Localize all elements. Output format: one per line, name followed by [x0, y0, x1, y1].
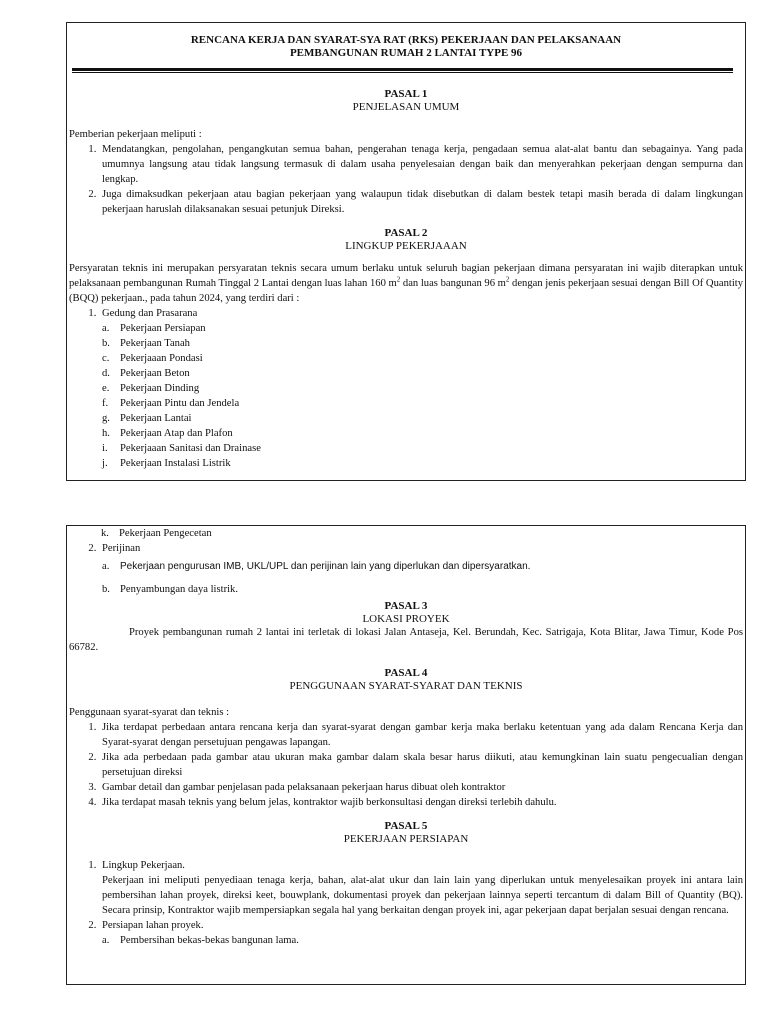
- pasal-2-list: [69, 306, 743, 471]
- sub-item: [102, 582, 743, 597]
- pasal-3-title: LOKASI PROYEK: [362, 612, 450, 625]
- sub-item-text: Pekerjaan Pintu dan Jendela: [120, 398, 240, 409]
- document-title-line-1: RENCANA KERJA DAN SYARAT-SYA RAT (RKS) PEKERJAAN DAN PELAKSANAAN: [190, 34, 622, 46]
- pasal-2-intro-b: dan luas bangunan 96 m: [400, 278, 506, 289]
- sub-item: [102, 559, 743, 574]
- pasal-4-intro: Penggunaan syarat-syarat dan teknis :: [69, 707, 230, 718]
- list-item: [99, 306, 743, 471]
- sub-item-text: Pekerjaaan Pondasi: [120, 353, 203, 364]
- sub-item: [102, 336, 743, 351]
- pasal-3-body: Proyek pembangunan rumah 2 lantai ini terletak di lokasi Jalan Antaseja, Kel. Berundah, Kec. Satrigaja, Kota Blitar, Jawa Timur, Kode Pos 66782.: [69, 627, 743, 653]
- list-item: 4. Jika terdapat masah teknis yang belum jelas, kontraktor wajib berkonsultasi dengan direksi terlebih dahulu.: [99, 795, 743, 810]
- sub-item-text: Pekerjaan pengurusan IMB, UKL/UPL dan perijinan lain yang diperlukan dan dipersyaratkan.: [120, 561, 531, 572]
- sub-item-text: Pekerjaan Atap dan Plafon: [120, 428, 233, 439]
- sub-item-text: Pekerjaan Pengecetan: [119, 528, 212, 539]
- sub-item-text: Pekerjaan Lantai: [120, 413, 192, 424]
- pasal-2-intro: [69, 261, 743, 306]
- sub-item-letter: k.: [101, 528, 109, 539]
- pasal-2-intro-a: Persyaratan teknis ini merupakan persyaratan teknis secara umum berlaku untuk seluruh bagian pekerjaan dimana persyaratan ini wajib diterapkan untuk pelaksanaan pembangunan Rumah Tinggal 2 Lantai dengan luas lahan 160 m: [69, 263, 743, 289]
- pasal-1-intro: Pemberian pekerjaan meliputi :: [69, 129, 202, 140]
- pasal-4-list: [69, 720, 743, 810]
- pasal-5-title: PEKERJAAN PERSIAPAN: [343, 832, 469, 845]
- pasal-2-list-continued: [69, 541, 743, 597]
- list-item: [99, 918, 743, 948]
- pasal-2-sublist: [102, 321, 743, 471]
- sub-item-letter: c.: [102, 353, 110, 364]
- sub-item: [102, 411, 743, 426]
- pasal-4-number: PASAL 4: [384, 667, 428, 679]
- sub-item-letter: h.: [102, 428, 110, 439]
- pasal-2-title: LINGKUP PEKERJAAAN: [345, 239, 467, 252]
- list-item-label: Lingkup Pekerjaan.: [102, 860, 185, 871]
- pasal-2-intro-c: dengan jenis pekerjaan sesuai dengan Bill Of Quantity (BQQ) pekerjaan., pada tahun 2024, yang terdiri dari :: [69, 278, 744, 304]
- sub-item: [102, 456, 743, 471]
- pasal-2-sublist-continued: [69, 526, 743, 541]
- superscript: 2: [505, 275, 510, 284]
- sub-item: [102, 321, 743, 336]
- list-item-label: Gedung dan Prasarana: [102, 308, 198, 319]
- sub-item: [102, 366, 743, 381]
- sub-item-text: Pekerjaan Dinding: [120, 383, 200, 394]
- sub-item-letter: a.: [102, 935, 110, 946]
- sub-item: [102, 381, 743, 396]
- list-item: 2. Juga dimaksudkan pekerjaan atau bagian pekerjaan yang walaupun tidak disebutkan di dalam bestek tetapi masih berada di dalam lingkungan pekerjaan haruslah dilaksanakan sesuai petunjuk Direksi.: [99, 187, 743, 217]
- sub-item: [102, 933, 743, 948]
- list-item-label: Persiapan lahan proyek.: [102, 920, 204, 931]
- sub-item: [102, 396, 743, 411]
- sub-item-letter: d.: [102, 368, 110, 379]
- pasal-4-title: PENGGUNAAN SYARAT-SYARAT DAN TEKNIS: [289, 679, 523, 692]
- sub-item-text: Pembersihan bekas-bekas bangunan lama.: [120, 935, 299, 946]
- document-title-line-2: PEMBANGUNAN RUMAH 2 LANTAI TYPE 96: [289, 46, 523, 59]
- list-item: 1. Jika terdapat perbedaan antara rencana kerja dan syarat-syarat dengan gambar kerja maka berlaku ketentuan yang ada dalam Rencana Kerja dan Syarat-syarat dengan persetujuan pengawas lapangan.: [99, 720, 743, 750]
- pasal-5-sublist: [102, 933, 743, 948]
- pasal-2-number: PASAL 2: [384, 227, 428, 239]
- perijinan-sublist: [102, 559, 743, 597]
- pasal-3-number: PASAL 3: [384, 600, 428, 612]
- list-item: 1. Mendatangkan, pengolahan, pengangkutan semua bahan, pengerahan tenaga kerja, pengadaan semua alat-alat bantu dan sebagainya. Yang pada umumnya langsung atau tidak langsung termasuk di dalam usaha penyelesaian dengan baik dan menyerahkan pekerjaan dengan sempurna dan lengkap.: [99, 142, 743, 187]
- sub-item-text: Pekerjaaan Sanitasi dan Drainase: [120, 443, 261, 454]
- list-item: 3. Gambar detail dan gambar penjelasan pada pelaksanaan pekerjaan harus dibuat oleh kontraktor: [99, 780, 743, 795]
- sub-item-letter: b.: [102, 584, 110, 595]
- pasal-5-number: PASAL 5: [384, 820, 428, 832]
- sub-item: [102, 351, 743, 366]
- document-page-1: [66, 22, 746, 481]
- pasal-5-list: [69, 858, 743, 948]
- sub-item-text: Pekerjaan Tanah: [120, 338, 190, 349]
- sub-item-letter: j.: [102, 458, 108, 469]
- list-item: [99, 541, 743, 597]
- list-item: 2. Jika ada perbedaan pada gambar atau ukuran maka gambar dalam skala besar harus diikuti, atau kemungkinan lain suatu pengecualian dengan persetujuan direksi: [99, 750, 743, 780]
- sub-item-text: Pekerjaan Beton: [120, 368, 190, 379]
- sub-item: [102, 426, 743, 441]
- sub-item-text: Pekerjaan Instalasi Listrik: [120, 458, 231, 469]
- sub-item-letter: e.: [102, 383, 110, 394]
- sub-item-letter: a.: [102, 561, 110, 572]
- sub-item: [101, 526, 743, 541]
- sub-item-text: Penyambungan daya listrik.: [120, 584, 238, 595]
- sub-item-letter: b.: [102, 338, 110, 349]
- sub-item-text: Pekerjaan Persiapan: [120, 323, 206, 334]
- document-page-2: [66, 525, 746, 985]
- pasal-1-number: PASAL 1: [384, 88, 428, 100]
- list-item-body: Pekerjaan ini meliputi penyediaan tenaga kerja, bahan, alat-alat ukur dan lain lain yang diperlukan untuk menyelesaikan proyek ini antara lain pembersihan lahan proyek, direksi keet, bouwplank, dokumentasi proyek dan pekerjaan lainnya seperti tercantum di dalam Bill of Quantity (BQ). Secara prinsip, Kontraktor wajib mempersiapkan segala hal yang berkaitan dengan proyek ini, agar pekerjaan dapat berjalan sesuai dengan rencana.: [102, 875, 743, 916]
- pasal-1-title: PENJELASAN UMUM: [352, 100, 460, 113]
- sub-item: [102, 441, 743, 456]
- sub-item-letter: g.: [102, 413, 110, 424]
- sub-item-letter: a.: [102, 323, 110, 334]
- list-item-label: Perijinan: [102, 543, 141, 554]
- sub-item-letter: f.: [102, 398, 109, 409]
- list-item: [99, 858, 743, 918]
- pasal-1-list: [69, 142, 743, 217]
- superscript: 2: [396, 275, 401, 284]
- sub-item-letter: i.: [102, 443, 108, 454]
